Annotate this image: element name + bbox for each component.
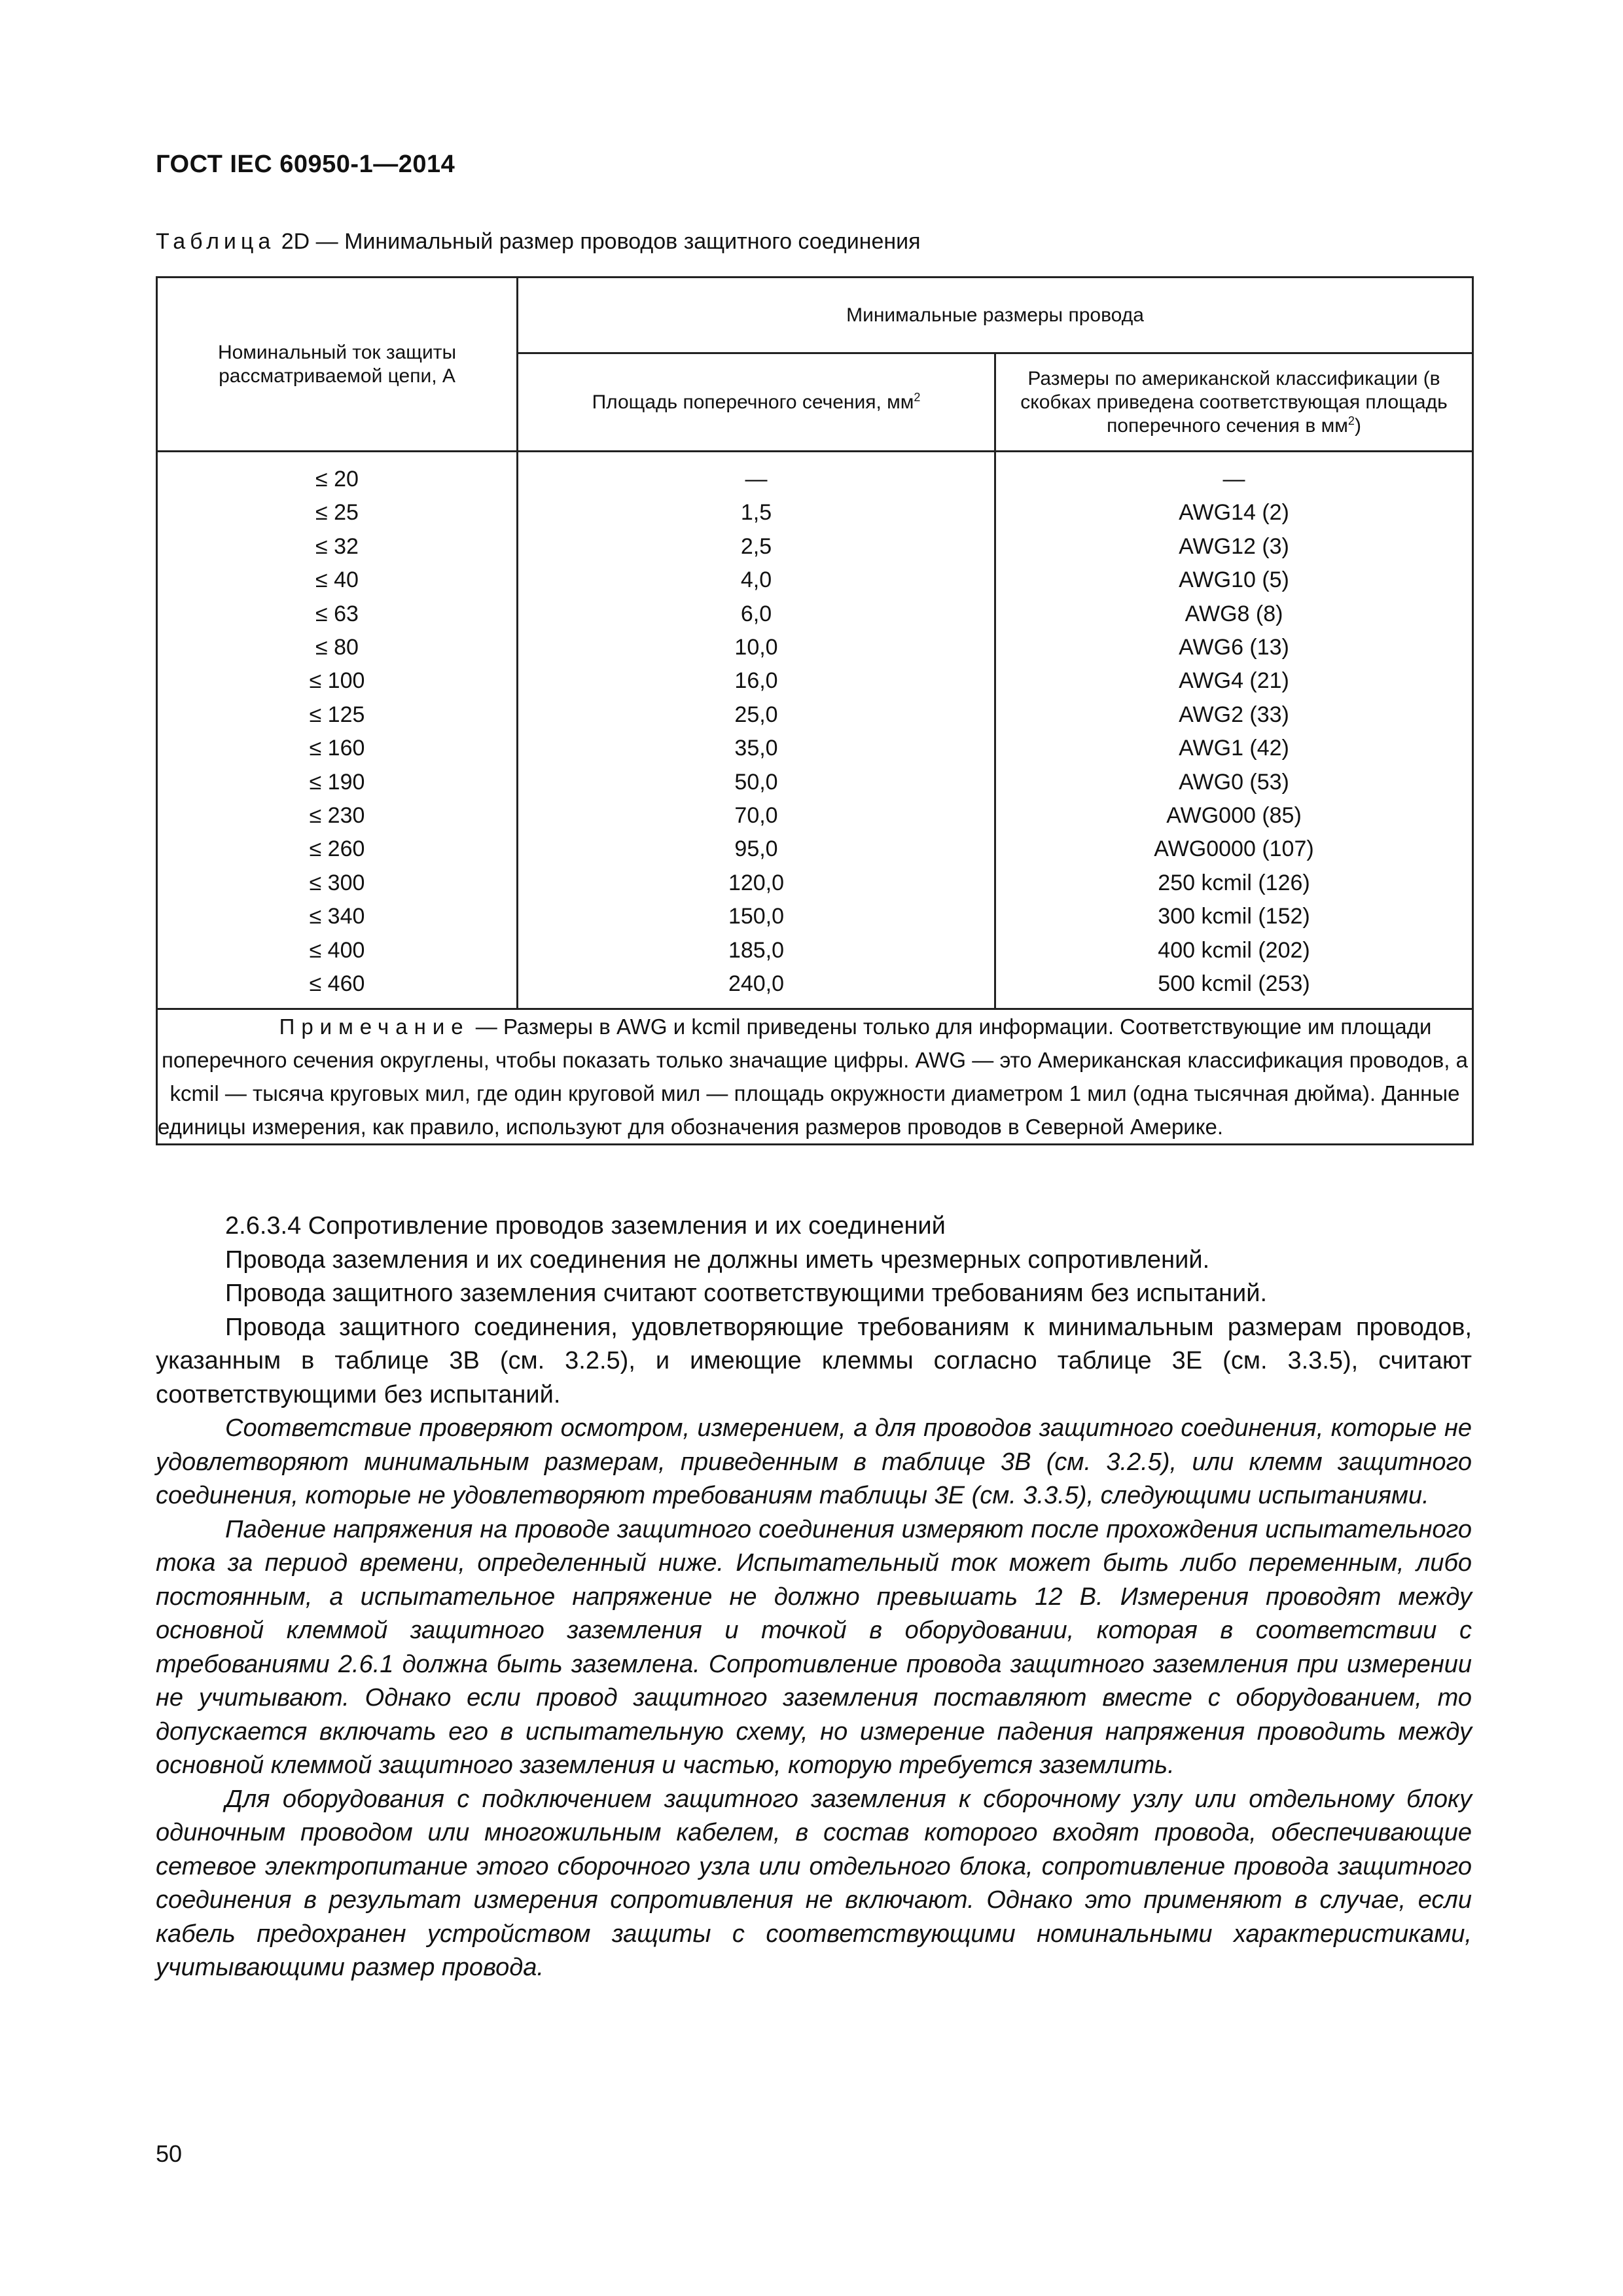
cell-rated-current: ≤ 190 [157,766,518,799]
cell-awg-size: AWG14 (2) [995,496,1473,529]
table-row [157,967,1473,1009]
cell-awg-size: 500 kcmil (253) [995,967,1473,1009]
table-row [157,496,1473,529]
header-min-wire-sizes: Минимальные размеры провода [518,278,1473,353]
cell-awg-size: AWG12 (3) [995,530,1473,564]
cell-rated-current: ≤ 20 [157,452,518,497]
table-caption-label: Таблица [156,229,276,254]
page-number: 50 [156,2140,183,2167]
body-text [156,1210,1472,1985]
cell-rated-current: ≤ 100 [157,664,518,698]
cell-cross-section: 4,0 [518,564,995,597]
cell-awg-size: AWG8 (8) [995,598,1473,631]
table-row [157,732,1473,765]
cell-rated-current: ≤ 32 [157,530,518,564]
note-text: — Размеры в AWG и kcmil приведены только для информации. Соответствующие им площади поперечного сечения округлены, чтобы показать только значащие цифры. AWG — это Американская классификация проводов, а kcmil — тысяча круговых мил, где один круговой мил — площадь окружности диаметром 1 мил (одна тысячная дюйма). Данные единицы измерения, как правило, используют для обозначения размеров проводов в Северной Америке. [158,1014,1468,1139]
header-rated-current: Номинальный ток защиты рассматриваемой цепи, А [157,278,518,452]
table-row [157,598,1473,631]
document-header: ГОСТ IEC 60950-1—2014 [156,151,455,178]
cell-cross-section: 35,0 [518,732,995,765]
cell-cross-section: 120,0 [518,867,995,900]
body-paragraph: Провода защитного соединения, удовлетворяющие требованиям к минимальным размерам проводов, указанным в таблице 3В (см. 3.2.5), и имеющие клеммы согласно таблице 3Е (см. 3.3.5), считают соответствующими без испытаний. [156,1313,1472,1408]
table-caption [156,229,921,255]
header-awg-sizes [995,353,1473,452]
table-row [157,833,1473,866]
cell-awg-size: — [995,452,1473,497]
cell-rated-current: ≤ 460 [157,967,518,1009]
header-awg-sizes-sup: 2 [1347,414,1355,427]
cell-cross-section: 1,5 [518,496,995,529]
cell-rated-current: ≤ 63 [157,598,518,631]
cell-rated-current: ≤ 230 [157,799,518,833]
cell-rated-current: ≤ 80 [157,631,518,664]
section-heading: 2.6.3.4 Сопротивление проводов заземления и их соединений [225,1212,946,1240]
table-caption-text: 2D — Минимальный размер проводов защитного соединения [281,229,921,254]
cell-rated-current: ≤ 160 [157,732,518,765]
cell-awg-size: AWG000 (85) [995,799,1473,833]
table-row [157,934,1473,967]
wire-size-table [156,276,1474,1145]
header-cross-section-sup: 2 [914,390,921,404]
body-paragraph: Для оборудования с подключением защитного заземления к сборочному узлу или отдельному блоку одиночным проводом или многожильным кабелем, в состав которого входят провода, обеспечивающие сетевое электропитание этого сборочного узла или отдельного блока, сопротивление провода защитного соединения в результат измерения сопротивления не включают. Однако это применяют в случае, если кабель предохранен устройством защиты с соответствующими номинальными характеристиками, учитывающими размер провода. [156,1785,1472,1981]
cell-awg-size: AWG10 (5) [995,564,1473,597]
table-row [157,698,1473,732]
cell-rated-current: ≤ 340 [157,900,518,933]
cell-awg-size: 250 kcmil (126) [995,867,1473,900]
table-note [157,1009,1473,1144]
body-paragraph: Провода защитного заземления считают соответствующими требованиям без испытаний. [225,1280,1268,1307]
cell-cross-section: 185,0 [518,934,995,967]
table-row [157,664,1473,698]
cell-cross-section: 2,5 [518,530,995,564]
cell-cross-section: 70,0 [518,799,995,833]
header-cross-section [518,353,995,452]
cell-cross-section: 25,0 [518,698,995,732]
cell-cross-section: 150,0 [518,900,995,933]
cell-cross-section: 95,0 [518,833,995,866]
cell-rated-current: ≤ 40 [157,564,518,597]
table-body [157,452,1473,1009]
cell-cross-section: 10,0 [518,631,995,664]
cell-awg-size: AWG1 (42) [995,732,1473,765]
table-row [157,766,1473,799]
header-cross-section-text: Площадь поперечного сечения, мм [592,391,914,413]
table-row [157,900,1473,933]
note-label: Примечание [279,1014,470,1039]
cell-rated-current: ≤ 125 [157,698,518,732]
table-row [157,564,1473,597]
header-awg-sizes-end: ) [1354,414,1361,437]
table-row [157,867,1473,900]
cell-awg-size: AWG4 (21) [995,664,1473,698]
cell-rated-current: ≤ 25 [157,496,518,529]
body-paragraph: Соответствие проверяют осмотром, измерением, а для проводов защитного соединения, которые не удовлетворяют минимальным размерам, приведенным в таблице 3В (см. 3.2.5), или клемм защитного соединения, которые не удовлетворяют требованиям таблицы 3Е (см. 3.3.5), следующими испытаниями. [156,1414,1472,1509]
cell-awg-size: 400 kcmil (202) [995,934,1473,967]
cell-awg-size: AWG0000 (107) [995,833,1473,866]
table-row [157,452,1473,497]
body-paragraph: Падение напряжения на проводе защитного соединения измеряют после прохождения испытательного тока за период времени, определенный ниже. Испытательный ток может быть либо переменным, либо постоянным, а испытательное напряжение не должно превышать 12 В. Измерения проводят между основной клеммой защитного заземления и точкой в оборудовании, которая в соответствии с требованиями 2.6.1 должна быть заземлена. Сопротивление провода защитного заземления при измерении не учитывают. Однако если провод защитного заземления поставляют вместе с оборудованием, то допускается включать его в испытательную схему, но измерение падения напряжения проводить между основной клеммой защитного заземления и частью, которую требуется заземлить. [156,1515,1472,1779]
cell-awg-size: AWG2 (33) [995,698,1473,732]
cell-cross-section: 6,0 [518,598,995,631]
cell-cross-section: — [518,452,995,497]
cell-awg-size: AWG0 (53) [995,766,1473,799]
cell-awg-size: AWG6 (13) [995,631,1473,664]
cell-cross-section: 16,0 [518,664,995,698]
cell-rated-current: ≤ 300 [157,867,518,900]
cell-awg-size: 300 kcmil (152) [995,900,1473,933]
body-paragraph: Провода заземления и их соединения не должны иметь чрезмерных сопротивлений. [225,1246,1210,1274]
cell-rated-current: ≤ 400 [157,934,518,967]
table-row [157,799,1473,833]
cell-cross-section: 240,0 [518,967,995,1009]
cell-cross-section: 50,0 [518,766,995,799]
table-row [157,530,1473,564]
header-awg-sizes-text: Размеры по американской классификации (в скобках приведена соответствующая площадь поперечного сечения в мм [1020,367,1448,437]
cell-rated-current: ≤ 260 [157,833,518,866]
table-row [157,631,1473,664]
